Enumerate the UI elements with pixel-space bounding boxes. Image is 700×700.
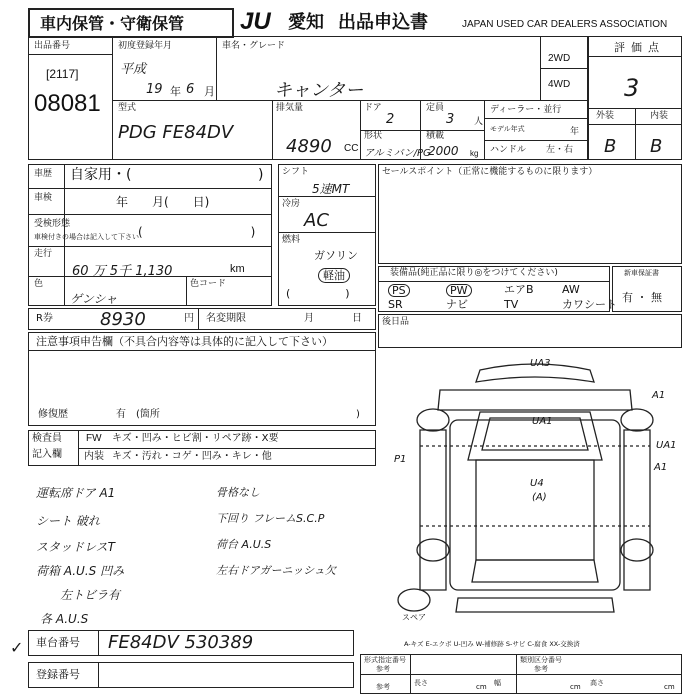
notes-label: 注意事項申告欄（不具合内容等は具体的に記入して下さい） — [36, 335, 333, 348]
color-label: 色 — [34, 279, 44, 289]
capacity-value: 3 — [446, 112, 455, 127]
equipment-item: TV — [504, 298, 519, 311]
displacement-unit: CC — [344, 143, 359, 154]
equipment-item: SR — [388, 298, 403, 311]
fuel-value: ガソリン — [314, 249, 358, 262]
drive-4wd: 4WD — [548, 79, 571, 90]
displacement-value: 4890 — [286, 136, 332, 157]
doors-value: 2 — [386, 112, 395, 127]
lot-sub-number: [2117] — [46, 67, 79, 81]
interior-label: 内装 — [650, 111, 669, 121]
page-subtitle: JAPAN USED CAR DEALERS ASSOCIATION — [462, 19, 668, 30]
remark-left: スタッドレスT — [36, 540, 115, 554]
reg-label: 登録番号 — [36, 668, 80, 681]
width-unit: cm — [570, 683, 581, 691]
year-value: 19 — [146, 82, 163, 97]
remark-left: シート 破れ — [36, 514, 100, 528]
post-items-box — [378, 314, 682, 348]
name-label: 車名・グレード — [222, 41, 286, 51]
post-items-label: 後日品 — [382, 317, 410, 327]
capacity-unit: 人 — [474, 117, 484, 127]
receipt-paren: ( ) — [138, 225, 256, 239]
month-unit: 月 — [204, 85, 215, 98]
shape-value: アルミバン/PG — [364, 148, 431, 159]
damage-mark: UA1 — [656, 440, 677, 451]
remark-left: 運転席ドア A1 — [36, 486, 116, 500]
receipt-label: 受検形態 — [34, 219, 71, 229]
cert1-label: 形式指定番号 — [364, 656, 406, 664]
damage-mark: A1 — [652, 390, 666, 401]
warranty-label: 新車保証書 — [624, 269, 659, 277]
length-ref: 参考 — [376, 683, 390, 691]
selling-points-label: セールスポイント（正常に機能するものに限ります） — [382, 167, 598, 177]
model-label: 型式 — [118, 103, 137, 113]
fuel-paren: ( ) — [286, 287, 350, 300]
doors-label: ドア — [364, 103, 382, 113]
shift-label: シフト — [282, 167, 310, 177]
history-value: 自家用・( — [70, 167, 132, 183]
chassis-label: 車台番号 — [36, 636, 80, 649]
cert2-label: 類別区分番号 — [520, 656, 562, 664]
chassis-value: FE84DV 530389 — [108, 632, 254, 653]
remark-right: 下回り フレームS.C.P — [216, 512, 325, 525]
width-label: 幅 — [494, 679, 501, 687]
mileage-value: 60 万 5千 1,130 — [72, 264, 173, 279]
year-suffix: 年 — [570, 127, 580, 137]
equipment-item: カワシート — [562, 298, 617, 311]
storage-badge — [28, 8, 234, 38]
ju-logo-text: JU — [240, 8, 271, 35]
interior-check-items: キズ・汚れ・コゲ・凹み・キレ・他 — [112, 451, 272, 462]
repair-value: 有 (箇所 — [116, 409, 160, 420]
damage-mark: P1 — [394, 454, 407, 465]
remark-left: 荷箱 A.U.S 凹み — [36, 564, 125, 578]
inspector-label2: 記入欄 — [32, 449, 62, 460]
model-value: PDG FE84DV — [118, 122, 234, 143]
load-value: 2000 — [428, 144, 459, 158]
lot-number: 08081 — [34, 90, 101, 117]
remark-right: 荷台 A.U.S — [216, 538, 272, 551]
interior-check-label: 内装 — [84, 451, 104, 462]
equipment-item: AW — [562, 283, 580, 296]
length-unit: cm — [476, 683, 487, 691]
exterior-label: 外装 — [596, 111, 615, 121]
recycle-unit: 円 — [184, 313, 194, 324]
ac-label: 冷房 — [282, 199, 301, 209]
rating-value: 3 — [624, 74, 640, 102]
recycle-box — [28, 308, 376, 330]
history-label: 車歴 — [34, 169, 53, 179]
rating-label: 評価点 — [614, 41, 665, 54]
damage-mark: UA1 — [532, 416, 553, 427]
year-unit: 年 — [170, 85, 181, 98]
damage-mark: (A) — [532, 492, 547, 503]
recycle-label: R券 — [36, 313, 53, 324]
receipt-note: 車検付きの場合は記入して下さい — [34, 233, 139, 241]
load-unit: kg — [470, 149, 479, 158]
spare-label: スペア — [402, 613, 426, 622]
mileage-unit: km — [230, 263, 245, 275]
selling-points-box — [378, 164, 682, 264]
color-value: ゲンシャ — [70, 292, 118, 306]
model-year-label: モデル年式 — [490, 125, 525, 133]
damage-mark: A1 — [654, 462, 668, 473]
shape-label: 形状 — [364, 131, 383, 141]
name-change-month: 月 — [304, 313, 314, 324]
drive-2wd: 2WD — [548, 53, 571, 64]
org-name: 愛知 — [288, 12, 324, 33]
damage-legend: A-キズ E-エクボ U-凹み W-補修跡 S-サビ C-腐食 XX-交換済 — [404, 640, 580, 648]
inspector-label1: 検査員 — [32, 433, 62, 444]
ac-value: AC — [304, 210, 329, 231]
load-label: 積載 — [426, 131, 445, 141]
interior-value: B — [650, 136, 663, 157]
remark-left: 左トビラ有 — [60, 588, 121, 602]
mileage-label: 走行 — [34, 249, 53, 259]
displacement-label: 排気量 — [276, 103, 304, 113]
inspection-value: 年 月( 日) — [116, 195, 210, 209]
handle-value: 左・右 — [546, 145, 574, 155]
equipment-item: PW — [446, 284, 472, 297]
damage-mark: UA3 — [530, 358, 551, 369]
month-value: 6 — [186, 82, 195, 97]
color-code-label: 色コード — [190, 279, 227, 289]
era-value: 平成 — [120, 62, 147, 77]
name-change-day: 日 — [352, 313, 362, 324]
repair-label: 修復歴 — [38, 409, 68, 420]
equipment-label: 装備品(純正品に限り◎をつけてください) — [390, 268, 558, 278]
handle-label: ハンドル — [490, 145, 527, 155]
damage-mark: U4 — [530, 478, 544, 489]
vehicle-diagram — [380, 350, 690, 640]
repair-close: ) — [356, 409, 360, 420]
fw-label: FW — [86, 433, 102, 444]
lot-label: 出品番号 — [34, 41, 71, 51]
cert1-ref: 参考 — [376, 665, 390, 673]
equipment-item: ナビ — [446, 298, 468, 311]
ju-logo — [240, 10, 286, 36]
fuel-label: 燃料 — [282, 235, 301, 245]
name-change-label: 名変期限 — [206, 313, 246, 324]
name-value: キャンター — [274, 80, 364, 101]
equipment-item: エアB — [504, 283, 534, 296]
height-label: 高さ — [590, 679, 604, 687]
inspection-label: 車検 — [34, 193, 53, 203]
dealer-label: ディーラー・並行 — [490, 105, 562, 115]
length-label: 長さ — [414, 679, 428, 687]
recycle-value: 8930 — [100, 309, 146, 330]
remark-right: 骨格なし — [216, 486, 260, 499]
remark-left: 各 A.U.S — [40, 612, 89, 626]
exterior-value: B — [604, 136, 617, 157]
page-title: 出品申込書 — [338, 12, 428, 33]
equipment-item: PS — [388, 284, 410, 297]
history-close: ) — [258, 167, 264, 183]
cert2-ref: 参考 — [534, 665, 548, 673]
storage-badge-text: 車内保管・守衛保管 — [40, 14, 185, 33]
first-reg-label: 初度登録年月 — [118, 41, 173, 51]
height-unit: cm — [664, 683, 675, 691]
shift-value: 5速MT — [312, 182, 350, 196]
fw-items: キズ・凹み・ヒビ割・リペア跡・X要 — [112, 433, 279, 444]
fuel-value2: 軽油 — [318, 268, 350, 283]
warranty-value: 有 ・ 無 — [622, 291, 662, 304]
remark-right: 左右ドアガーニッシュ欠 — [216, 564, 336, 577]
check-mark: ✓ — [10, 638, 24, 657]
capacity-label: 定員 — [426, 103, 445, 113]
